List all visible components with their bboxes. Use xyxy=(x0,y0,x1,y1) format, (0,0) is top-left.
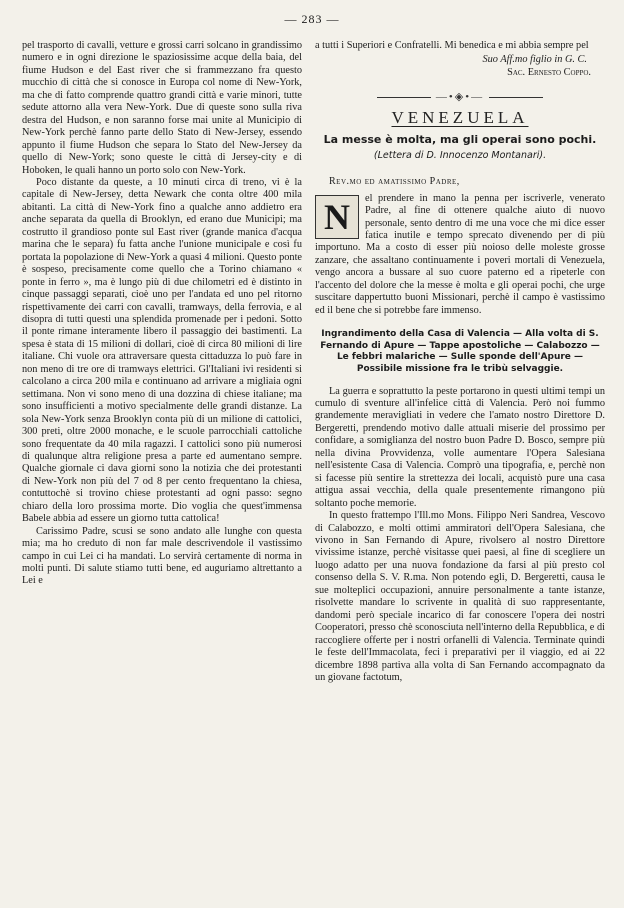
section-ornament xyxy=(315,91,605,103)
article-summary: Ingrandimento della Casa di Valencia — Alla volta di S. Fernando di Apure — Tappe apostoliche — Calabozzo — Le febbri malariche — Sulle sponde dell'Apure — Possibile missione fra le tribù selvaggie. xyxy=(320,329,600,374)
signature-line-1: Suo Aff.mo figlio in G. C. xyxy=(482,54,587,66)
ornament-glyph: —•◈•— xyxy=(435,91,485,104)
right-paragraph-2: In questo frattempo l'Ill.mo Mons. Filippo Neri Sandrea, Vescovo di Calabozzo, e molti ottimi ammiratori dell'Opera Salesiana, che vivono in San Fernando di Apure, rivolsero al nostro Direttore vivissime istanze, perchè visitasse quei paesi, al fine di scegliere un luogo adatto per una nuova fondazione da farsi al più presto col consenso della S. V. R.ma. Non potendo egli, D. Bergeretti, causa le sue molteplici occupazioni, annuire personalmente a tante istanze, risolvette mandare lo scrivente in qualità di suo rappresentante, dandomi però speciale incarico di far conoscere l'opera dei nostri Cooperatori, presso chè sconosciuta nell'interno della Repubblica, e di raccogliere offerte per i nostri orfanelli di Valencia. Terminate quindi le feste dell'Immacolata, feci i preparativi per il viaggio, ed ai 22 dicembre 1898 partiva alla volta di San Fernando accompagnato da un giovane factotum, xyxy=(315,510,605,683)
right-paragraph-1: La guerra e soprattutto la peste portarono in questi ultimi tempi un cumulo di sventure all'infelice città di Valencia. Però noi fummo grandemente meravigliati in vedere che l'amato nostro Direttore D. Bergeretti, prendendo motivo dalle attuali miserie del prossimo per confidare, a somiglianza del nostro buon Padre D. Bosco, sempre più nella divina Provvidenza, volle aumentare l'Opera Salesiana nell'esistente Casa di Valencia. Comprò una tipografia, e, perchè non si facesse più sentire la strettezza dei locali, acquistò pure una casa attigua assai vecchia, della quale presentemente rimangono più soltanto poche memorie. xyxy=(315,385,605,509)
left-column xyxy=(22,40,302,588)
section-heading: VENEZUELA xyxy=(391,107,529,127)
right-column xyxy=(315,40,605,684)
ornament-rule-left xyxy=(377,97,431,98)
letter-closing-text: a tutti i Superiori e Confratelli. Mi benedica e mi abbia sempre pel xyxy=(315,40,589,51)
first-paragraph: el prendere in mano la penna per iscriverle, venerato Padre, al fine di ottenere qualche aiuto di nuovo personale, sento dentro di me una voce che mi dice esser fatica inutile e tempo sprecato divenendo per di più importuno. Ma a costo di esser più noioso delle moleste grosse zanzare, che assaltano continuamente i poveri mortali di Venezuela, vengo ancora a bussare al suo cuore paterno ed a ripeterle con l'accento del dolore che la messe è molta e gli operai pochi, che urge suscitare dappertutto buoni Missionari, perchè il campo è vastissimo ed il bene che si potrebbe fare immenso. xyxy=(315,192,605,316)
dropcap-letter: N xyxy=(315,195,359,239)
left-paragraph-1: pel trasporto di cavalli, vetture e grossi carri solcano in grandissimo numero e in ogni direzione le spaziosissime acque della baia, del fiume Hudson e del East river che si frammezzano fra questo mucchio di città che si conosce in Europa col nome di New-York, ma che di fatto comprende quattro grandi città e varie minori, tutte sedute attorno alla vera New-York. Due di queste sono sulla riva destra del Hudson, e non saranno forse mai unite al Municipio di New-York perchè fanno parte dello Stato di New-Jersey, essendo appunto il fiume Hudson che separa lo Stato del New-Jersey da quello di New-York; sono queste le città di Jersey-city e di Hoboken, le quali hanno un porto solo con New-York. xyxy=(22,40,302,176)
ornament-rule-right xyxy=(489,97,543,98)
article-subtitle: La messe è molta, ma gli operai sono pochi. xyxy=(323,133,597,147)
signature-line-2: Sac. Ernesto Coppo. xyxy=(507,66,591,78)
left-paragraph-3: Carissimo Padre, scusi se sono andato alle lunghe con questa mia; ma ho creduto di non far male descrivendole il vastissimo campo in cui Lei ci ha mandati. Lo servirà certamente di norma in molti punti. Di salute stiamo tutti bene, ed auguriamo altrettanto a Lei e xyxy=(22,525,302,587)
signature-block xyxy=(315,54,605,79)
salutation: Rev.mo ed amatissimo Padre, xyxy=(329,176,460,188)
article-byline: (Lettera di D. Innocenzo Montanari). xyxy=(373,149,547,161)
first-paragraph-block xyxy=(315,193,605,318)
page-number: — 283 — xyxy=(284,12,340,26)
left-paragraph-2: Poco distante da queste, a 10 minuti circa di treno, vi è la capitale di New-Jersey, detta Newark che conta oltre 400 mila abitanti. La città di New-York fino a qualche anno addietro era anche separata da quella di Brooklyn, ed erano due Municipi; ma costrutto il grandioso ponte sul East river (grande manica d'acqua marina che le separa) fu fatta anche l'unione municipale e così fu portata la popolazione di New-York a quasi 4 milioni. Questo ponte è sospeso, precisamente come quello che a Torino chiamano « ponte in ferro », ma è lungo più di due chilometri ed è distinto in cinque passaggi separati, cioè uno per l'andata ed uno pel ritorno rispettivamente dei carri con cavalli, tramways, della ferrovia, e al disopra di tutti questi una splendida promenade per i pedoni. Sotto il ponte rimane interamente libero il passaggio dei bastimenti. La spesa è stata di 15 milioni di dollari, cioè di circa 80 milioni di lire italiane. Chi vuole ora attraversare questa cittaduzza lo può fare in non meno di tre ore di tramways elettrici. Gl'Italiani ivi residenti si calcolano a circa 200 mila e continuano ad arrivare a migliaia ogni settimana. Non vi sono meno di una dozzina di chiese italiane; ma sono insufficienti a motivo specialmente delle grandi distanze. La sola New-York senza Brooklyn conta più di un milione di cattolici, 300 preti, oltre 2000 monache, e le scuole parrocchiali cattoliche sono frequentate da 40 mila ragazzi. I cattolici sono più numerosi di qualunque altra religione presa a parte ed aumentano sempre. Qualche giornale ci dava giorni sono la notizia che dei protestanti di New-York non più del 7 od 8 per cento frequentano la chiesa, contuttochè si trovino chiese protestanti ad ogni passo: segno chiaro della loro prossima morte. Dio voglia che quest'immensa Babele abbia ad essere un giorno tutta cattolica! xyxy=(22,176,302,525)
